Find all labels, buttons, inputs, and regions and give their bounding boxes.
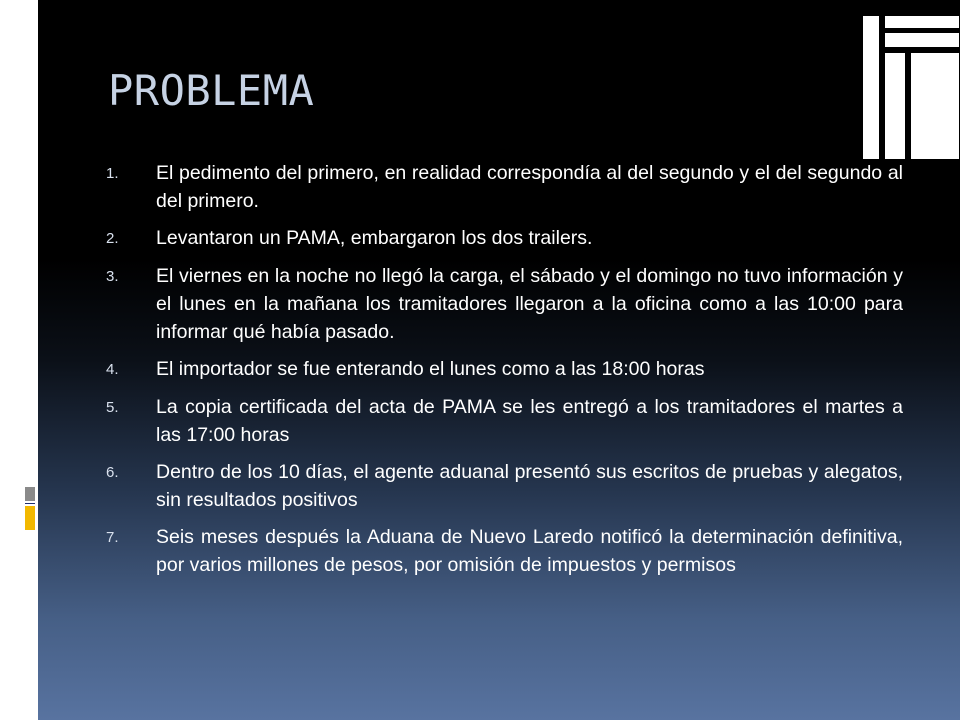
item-number: 5. [106,399,119,416]
left-strip [0,0,38,720]
accent-bar-yellow [25,506,35,530]
item-text: El importador se fue enterando el lunes como a las 18:00 horas [156,358,705,380]
accent-bar-blue [25,503,35,504]
item-text: Dentro de los 10 días, el agente aduanal presentó sus escritos de pruebas y alegatos, sin resultados positivos [156,461,903,511]
grid-block-col-b [911,53,959,159]
corner-grid-logo [863,16,959,159]
list-item [106,458,903,514]
item-text: La copia certificada del acta de PAMA se les entregó a los tramitadores el martes a las 17:00 horas [156,396,903,446]
item-number: 6. [106,464,119,481]
item-text: Levantaron un PAMA, embargaron los dos trailers. [156,227,593,249]
slide-title: PROBLEMA [108,66,315,115]
list-item [106,262,903,346]
grid-block-top-right [885,16,959,28]
item-number: 2. [106,230,119,247]
grid-block-col-a [885,53,905,159]
list-item [106,393,903,449]
grid-block-middle [885,33,959,47]
list-item [106,159,903,215]
accent-bar-gray [25,487,35,501]
item-number: 1. [106,165,119,182]
list-item [106,523,903,579]
list-item [106,224,903,253]
item-text: El pedimento del primero, en realidad correspondía al del segundo y el del segundo al del primero. [156,162,903,212]
grid-block-top-left [863,16,879,159]
item-number: 7. [106,529,119,546]
list-item [106,355,903,384]
item-text: Seis meses después la Aduana de Nuevo Laredo notificó la determinación definitiva, por varios millones de pesos, por omisión de impuestos y permisos [156,526,903,576]
item-number: 3. [106,268,119,285]
problem-list [106,159,903,588]
item-number: 4. [106,361,119,378]
item-text: El viernes en la noche no llegó la carga, el sábado y el domingo no tuvo información y el lunes en la mañana los tramitadores llegaron a la oficina como a las 10:00 para informar qué había pasado. [156,265,903,343]
